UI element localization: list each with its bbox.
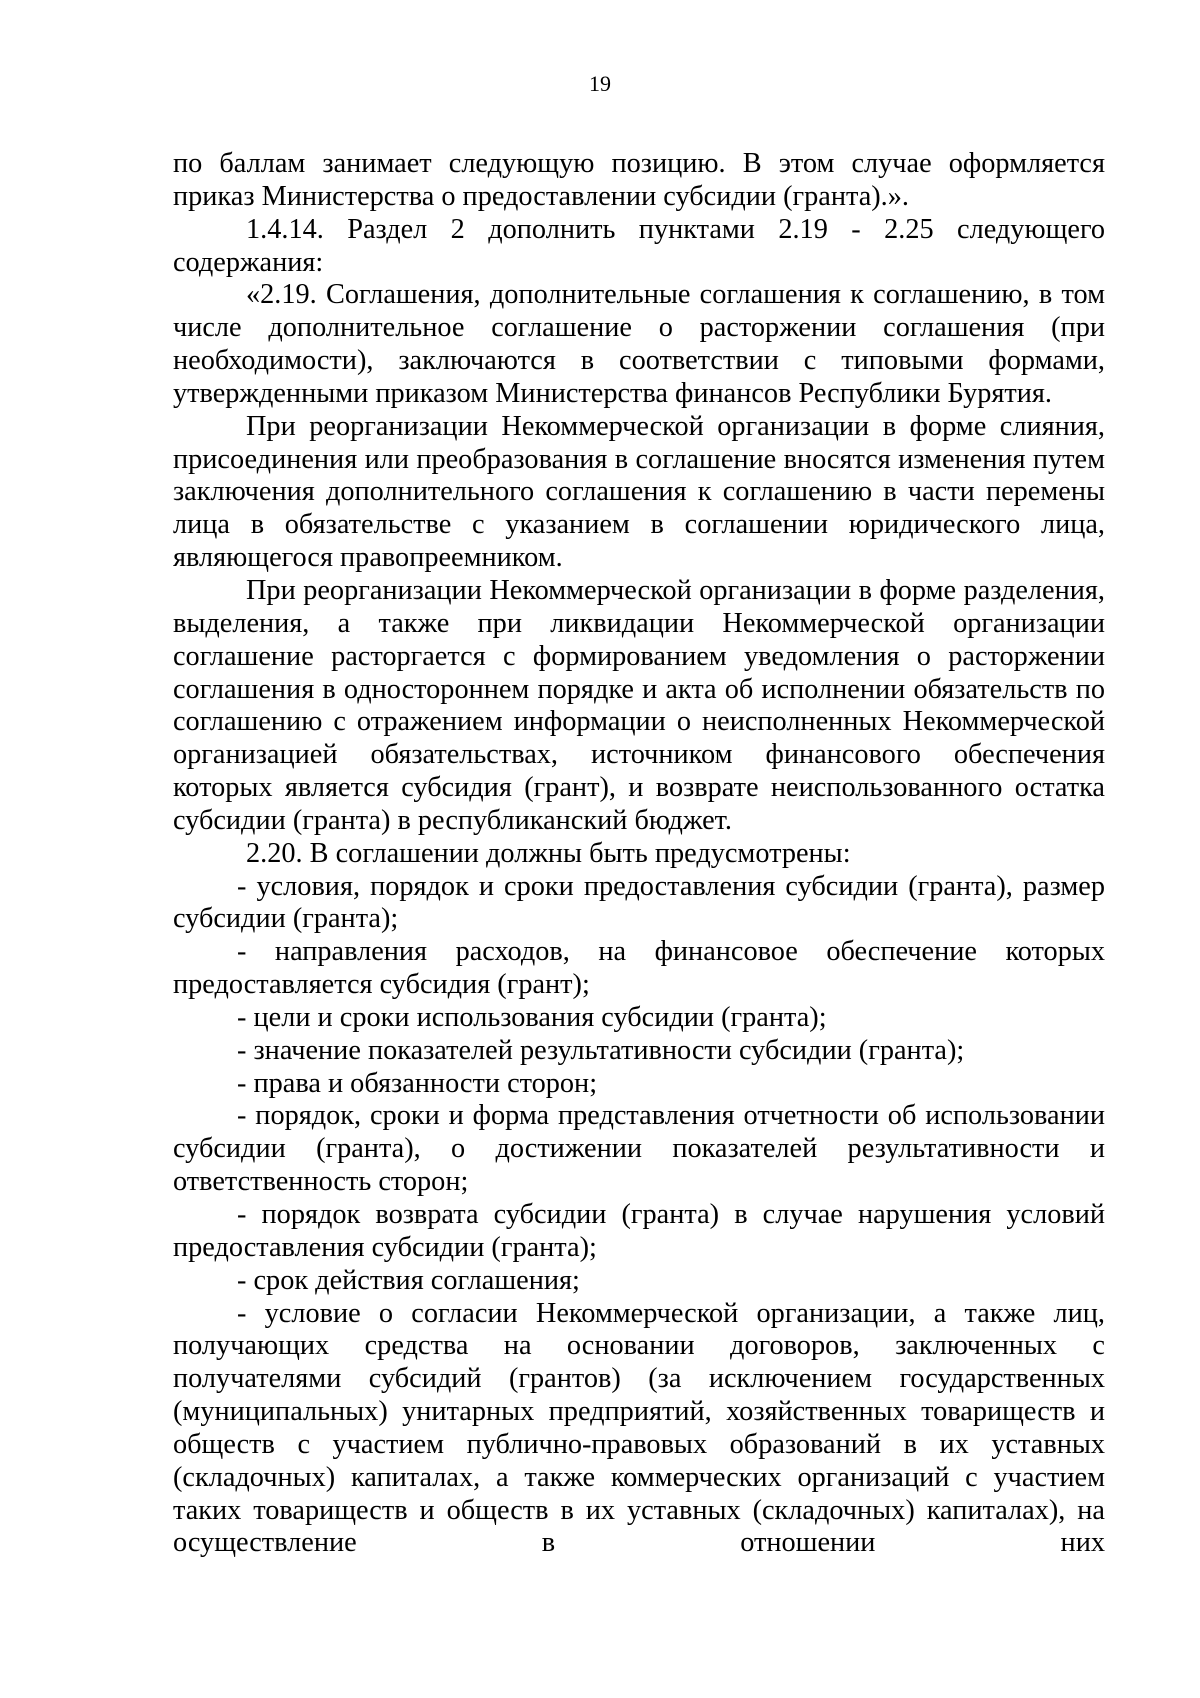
paragraph-continuation: по баллам занимает следующую позицию. В этом случае оформляется приказ Министерства о предоставлении субсидии (гранта).». [173, 148, 1105, 212]
list-item-refund: - порядок возврата субсидии (гранта) в случае нарушения условий предоставления субсидии (гранта); [173, 1199, 1105, 1263]
list-item-goals-terms: - цели и сроки использования субсидии (гранта); [237, 1001, 827, 1033]
list-item-consent: - условие о согласии Некоммерческой организации, а также лиц, получающих средства на основании договоров, заключенных с получателями субсидий (грантов) (за исключением государственных (муниципальных) унитарных предприятий, хозяйственных товариществ и обществ с участием публично-правовых образований в их уставных (складочных) капиталах, а также коммерческих организаций с участием таких товариществ и обществ в их уставных (складочных) капиталах), на осуществление в отношении них [173, 1297, 1105, 1559]
paragraph-2-20: 2.20. В соглашении должны быть предусмотрены: [246, 837, 851, 869]
list-item-conditions: - условия, порядок и сроки предоставления субсидии (гранта), размер субсидии (гранта); [173, 870, 1105, 935]
document-body [173, 148, 1105, 1560]
list-item-indicators: - значение показателей результативности субсидии (гранта); [237, 1034, 965, 1066]
list-item-rights-duties: - права и обязанности сторон; [237, 1067, 598, 1099]
paragraph-2-19: «2.19. Соглашения, дополнительные соглашения к соглашению, в том числе дополнительное соглашение о расторжении соглашения (при необходимости), заключаются в соответствии с типовыми формами, утвержденными приказом Министерства финансов Республики Бурятия. [173, 279, 1105, 409]
page-number: 19 [589, 71, 611, 96]
list-item-reporting: - порядок, сроки и форма представления отчетности об использовании субсидии (гранта), о достижении показателей результативности и ответственность сторон; [173, 1100, 1105, 1198]
list-item-validity: - срок действия соглашения; [237, 1264, 580, 1296]
paragraph-reorganization-merger: При реорганизации Некоммерческой организации в форме слияния, присоединения или преобразования в соглашение вносятся изменения путем заключения дополнительного соглашения к соглашению в части перемены лица в обязательстве с указанием в соглашении юридического лица, являющегося правопреемником. [173, 410, 1105, 574]
list-item-expense-directions: - направления расходов, на финансовое обеспечение которых предоставляется субсидия (грант); [173, 936, 1105, 1001]
paragraph-amendment-1-4-14: 1.4.14. Раздел 2 дополнить пунктами 2.19 - 2.25 следующего содержания: [173, 213, 1105, 278]
paragraph-reorganization-division: При реорганизации Некоммерческой организации в форме разделения, выделения, а также при ликвидации Некоммерческой организации соглашение расторгается с формированием уведомления о расторжении соглашения в одностороннем порядке и акта об исполнении обязательств по соглашению с отражением информации о неисполненных Некоммерческой организацией обязательствах, источником финансового обеспечения которых является субсидия (грант), и возврате неиспользованного остатка субсидии (гранта) в республиканский бюджет. [173, 574, 1105, 836]
